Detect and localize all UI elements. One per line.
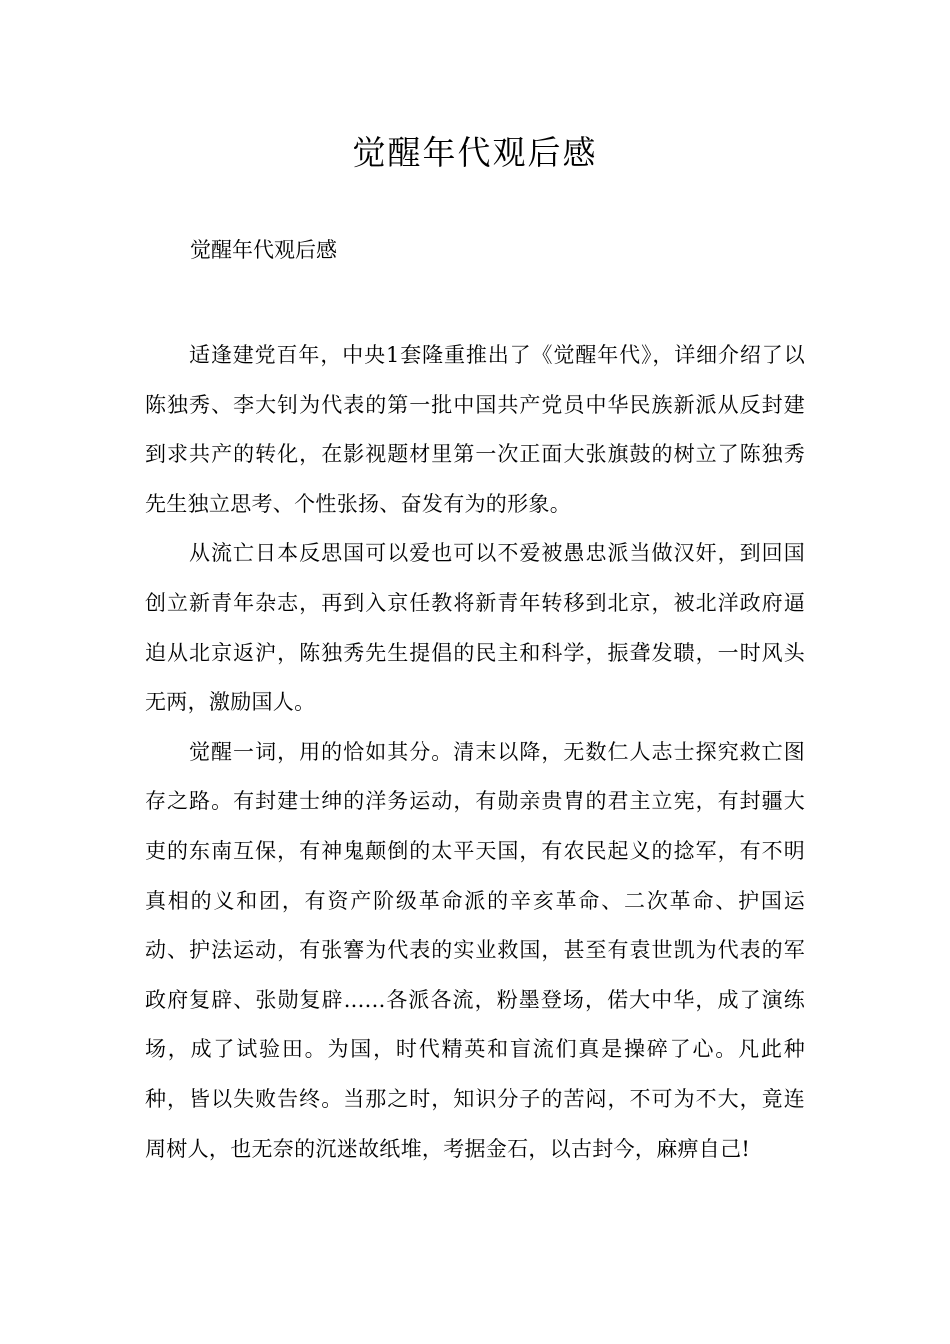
- paragraph-3: 觉醒一词，用的恰如其分。清末以降，无数仁人志士探究救亡图存之路。有封建士绅的洋务运动，有勋亲贵胄的君主立宪，有封疆大吏的东南互保，有神鬼颠倒的太平天国，有农民起义的捻军，有不明真相的义和团，有资产阶级革命派的辛亥革命、二次革命、护国运动、护法运动，有张謇为代表的实业救国，甚至有袁世凯为代表的军政府复辟、张勋复辟......各派各流，粉墨登场，偌大中华，成了演练场，成了试验田。为国，时代精英和盲流们真是操碎了心。凡此种种，皆以失败告终。当那之时，知识分子的苦闷，不可为不大，竟连周树人，也无奈的沉迷故纸堆，考据金石，以古封今，麻痹自己!: [145, 739, 805, 1161]
- paragraph-1: 适逢建党百年，中央1套隆重推出了《觉醒年代》，详细介绍了以陈独秀、李大钊为代表的第一批中国共产党员中华民族新派从反封建到求共产的转化，在影视题材里第一次正面大张旗鼓的树立了陈独秀先生独立思考、个性张扬、奋发有为的形象。: [145, 343, 805, 516]
- paragraph-2: 从流亡日本反思国可以爱也可以不爱被愚忠派当做汉奸，到回国创立新青年杂志，再到入京任教将新青年转移到北京，被北洋政府逼迫从北京返沪，陈独秀先生提倡的民主和科学，振聋发聩，一时风头无两，激励国人。: [145, 541, 805, 715]
- document-subtitle: 觉醒年代观后感: [190, 238, 337, 262]
- document-body: [145, 331, 805, 1174]
- document-title: 觉醒年代观后感: [352, 133, 598, 172]
